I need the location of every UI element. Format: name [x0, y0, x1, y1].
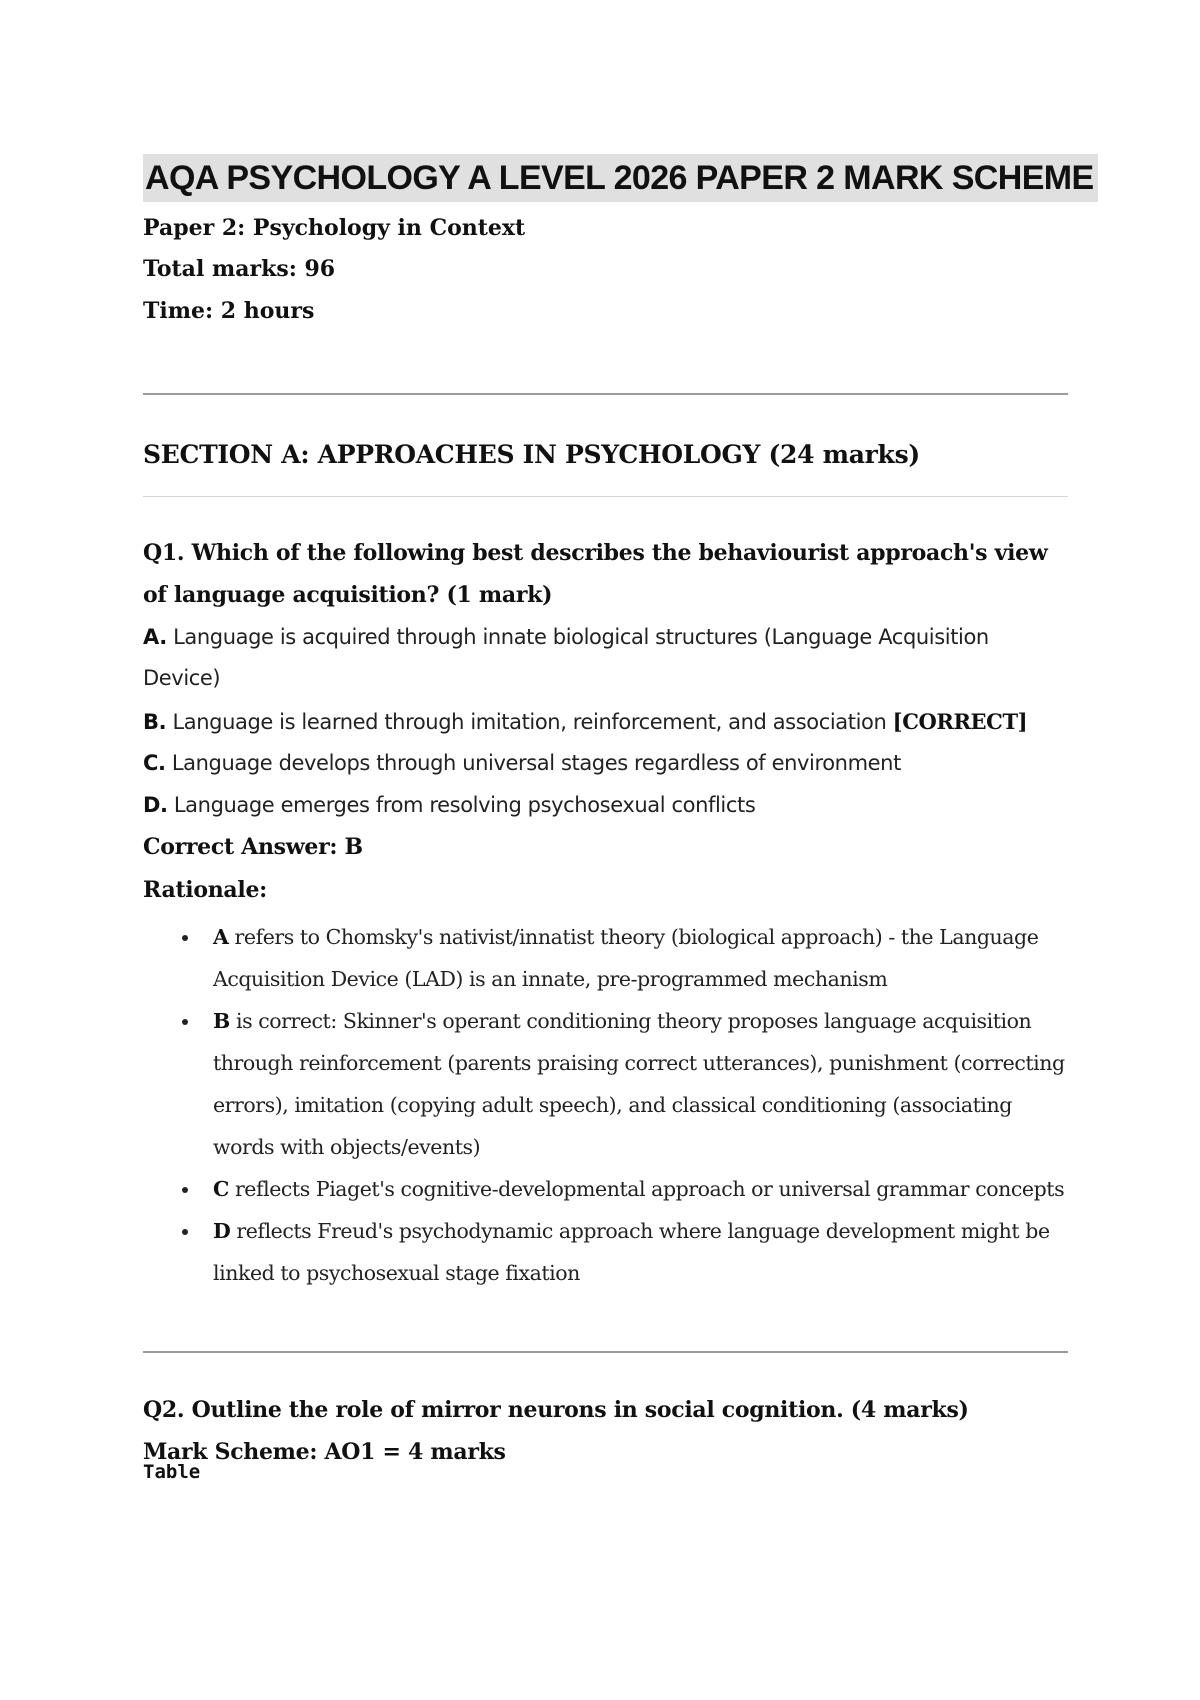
q1-option-b: [143, 701, 1068, 743]
rationale-ref: D: [213, 1219, 231, 1243]
rationale-text: reflects Freud's psychodynamic approach where language development might be linked to psychosexual stage fixation: [213, 1219, 1050, 1285]
time-allowed: Time: 2 hours: [143, 298, 315, 324]
section-a-heading: SECTION A: APPROACHES IN PSYCHOLOGY (24 marks): [143, 440, 920, 469]
q1-option-a: [143, 617, 1068, 699]
list-item: [143, 1000, 1068, 1168]
document-title: AQA PSYCHOLOGY A LEVEL 2026 PAPER 2 MARK SCHEME: [143, 154, 1098, 202]
option-letter: C.: [143, 751, 166, 775]
q1-option-d: [143, 785, 1068, 826]
rationale-list: [143, 916, 1068, 1294]
rationale-text: is correct: Skinner's operant conditioning theory proposes language acquisition through reinforcement (parents praising correct utterances), punishment (correcting errors), imitation (copying adult speech), and classical conditioning (associating words with objects/events): [213, 1009, 1065, 1159]
rationale-text: refers to Chomsky's nativist/innatist theory (biological approach) - the Language Acquisition Device (LAD) is an innate, pre-programmed mechanism: [213, 925, 1039, 991]
bullet-icon: [182, 1229, 188, 1235]
correct-answer: Correct Answer: B: [143, 834, 363, 860]
list-item: [143, 1210, 1068, 1294]
correct-tag: [CORRECT]: [892, 709, 1028, 734]
q1-option-c: [143, 743, 1068, 784]
table-label: Table: [143, 1461, 201, 1483]
option-letter: D.: [143, 793, 168, 817]
bullet-icon: [182, 1019, 188, 1025]
total-marks: Total marks: 96: [143, 256, 336, 282]
list-item: [143, 916, 1068, 1000]
bullet-icon: [182, 1187, 188, 1193]
option-letter: B.: [143, 710, 167, 734]
option-text: Language emerges from resolving psychosexual conflicts: [167, 793, 756, 817]
option-text: Language develops through universal stages regardless of environment: [165, 751, 901, 775]
list-item: [143, 1168, 1068, 1210]
mark-scheme-label: Mark Scheme: AO1 = 4 marks: [143, 1439, 506, 1465]
divider: [143, 496, 1068, 497]
paper-name: Paper 2: Psychology in Context: [143, 215, 526, 241]
rationale-label: Rationale:: [143, 877, 267, 903]
option-text: Language is learned through imitation, reinforcement, and association: [166, 710, 893, 734]
rationale-ref: C: [213, 1177, 229, 1201]
rationale-ref: A: [213, 925, 229, 949]
divider: [143, 393, 1068, 395]
option-text: Language is acquired through innate biological structures (Language Acquisition Device): [143, 625, 989, 690]
question-1-heading: Q1. Which of the following best describes the behaviourist approach's view of language acquisition? (1 mark): [143, 540, 1048, 608]
divider: [143, 1351, 1068, 1353]
question-2-heading: Q2. Outline the role of mirror neurons in social cognition. (4 marks): [143, 1397, 969, 1423]
option-letter: A.: [143, 625, 167, 649]
rationale-ref: B: [213, 1009, 230, 1033]
rationale-text: reflects Piaget's cognitive-developmental approach or universal grammar concepts: [228, 1177, 1065, 1201]
bullet-icon: [182, 935, 188, 941]
